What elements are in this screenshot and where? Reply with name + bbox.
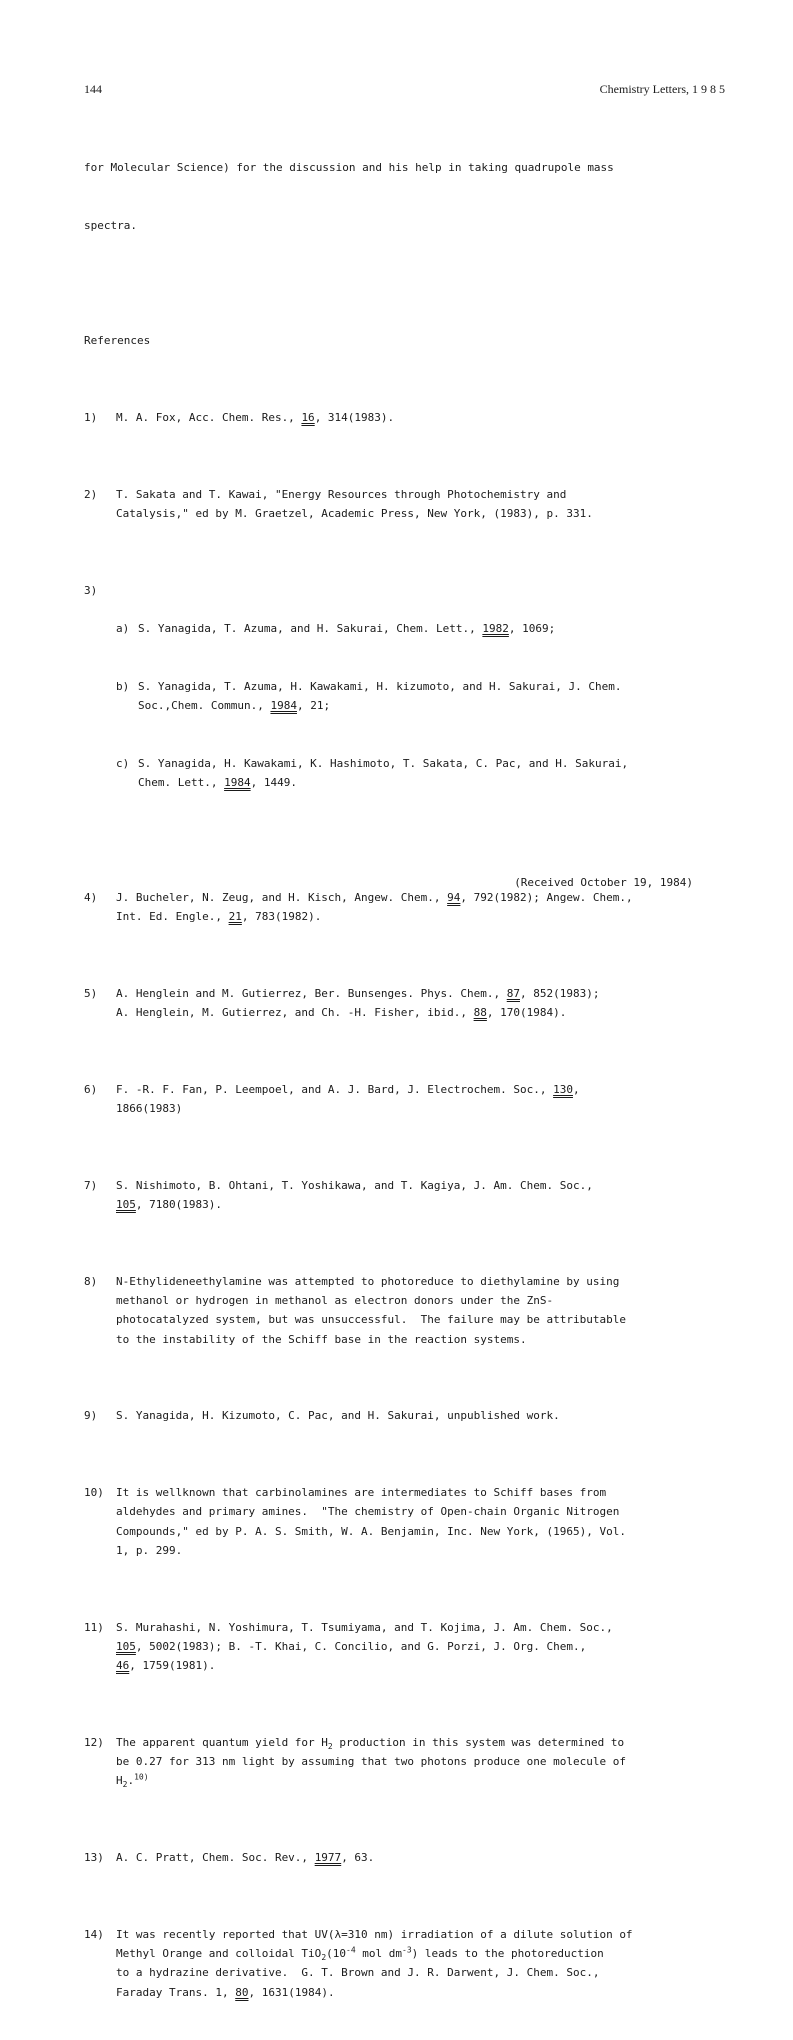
reference-5: 5) A. Henglein and M. Gutierrez, Ber. Bunsenges. Phys. Chem., 87, 852(1983); A. Henglein, M. Gutierrez, and Ch. -H. Fisher, ibid., 88, 170(1984).: [84, 986, 600, 1020]
received-date: (Received October 19, 1984): [514, 876, 693, 889]
reference-3a: a) S. Yanagida, T. Azuma, and H. Sakurai, Chem. Lett., 1982, 1069;: [116, 622, 556, 636]
reference-10: 10) It is wellknown that carbinolamines are intermediates to Schiff bases from aldehydes and primary amines. "The chemistry of Open-chain Organic Nitrogen Compounds," ed by P. A. S. Smith, W. A. Benjamin, Inc. New York, (1965), Vol. 1, p. 299.: [84, 1486, 626, 1557]
references-heading: References: [84, 334, 151, 348]
reference-7: 7) S. Nishimoto, B. Ohtani, T. Yoshikawa, and T. Kagiya, J. Am. Chem. Soc., 105, 7180(1983).: [84, 1178, 593, 1212]
reference-3: 3) a) S. Yanagida, T. Azuma, and H. Sakurai, Chem. Lett., 1982, 1069; b) S. Yanagida, T. Azuma, H. Kawakami, H. kizumoto, and H. Sakurai, J. Chem. Soc.,Chem. Commun., 1984, 21; c) S. Yanagida, H. Kawakami, K. Hashimoto, T. Sakata, C. Pac, and H. Sakurai, Chem. Lett., 1984, 1449.: [84, 581, 729, 831]
reference-4: 4) J. Bucheler, N. Zeug, and H. Kisch, Angew. Chem., 94, 792(1982); Angew. Chem., Int. Ed. Engle., 21, 783(1982).: [84, 890, 633, 924]
reference-11: 11) S. Murahashi, N. Yoshimura, T. Tsumiyama, and T. Kojima, J. Am. Chem. Soc., 105, 5002(1983); B. -T. Khai, C. Concilio, and G. Porzi, J. Org. Chem., 46, 1759(1981).: [84, 1620, 613, 1673]
reference-6: 6) F. -R. F. Fan, P. Leempoel, and A. J. Bard, J. Electrochem. Soc., 130, 1866(1983): [84, 1082, 580, 1116]
intro-line: spectra.: [84, 219, 137, 233]
intro-line: for Molecular Science) for the discussion and his help in taking quadrupole mass: [84, 161, 614, 175]
reference-3c: c) S. Yanagida, H. Kawakami, K. Hashimoto, T. Sakata, C. Pac, and H. Sakurai, Chem. Lett., 1984, 1449.: [116, 756, 629, 789]
reference-13: 13) A. C. Pratt, Chem. Soc. Rev., 1977, 63.: [84, 1851, 375, 1865]
reference-9: 9) S. Yanagida, H. Kizumoto, C. Pac, and H. Sakurai, unpublished work.: [84, 1409, 560, 1423]
journal-title: Chemistry Letters, 1 9 8 5: [599, 82, 725, 96]
reference-3b: b) S. Yanagida, T. Azuma, H. Kawakami, H. kizumoto, and H. Sakurai, J. Chem. Soc.,Chem. Commun., 1984, 21;: [116, 679, 622, 712]
reference-12: 12) The apparent quantum yield for $H_2$ production in this system was determined to be 0.27 for 313 nm light by assuming that two photons produce one molecule of $H_2.^{10)}$: [84, 1735, 626, 1790]
running-header: [84, 82, 725, 97]
article-body: [84, 120, 729, 2040]
reference-1: 1) M. A. Fox, Acc. Chem. Res., 16, 314(1983).: [84, 410, 395, 424]
page-number: 144: [84, 82, 102, 96]
reference-8: 8) N-Ethylideneethylamine was attempted to photoreduce to diethylamine by using methanol or hydrogen in methanol as electron donors under the ZnS- photocatalyzed system, but was unsuccessful. The failure may be attributable to the instability of the Schiff base in the reaction systems.: [84, 1274, 626, 1346]
reference-14: 14) It was recently reported that UV(λ=310 nm) irradiation of a dilute solution of Methyl Orange and colloidal $TiO_2(10^{-4}$ mol $dm^{-3}$) leads to the photoreduction to a hydrazine derivative. G. T. Brown and J. R. Darwent, J. Chem. Soc., Faraday Trans. 1, 80, 1631(1984).: [84, 1927, 633, 1999]
reference-2: 2) T. Sakata and T. Kawai, "Energy Resources through Photochemistry and Catalysis," ed by M. Graetzel, Academic Press, New York, (1983), p. 331.: [84, 487, 593, 520]
